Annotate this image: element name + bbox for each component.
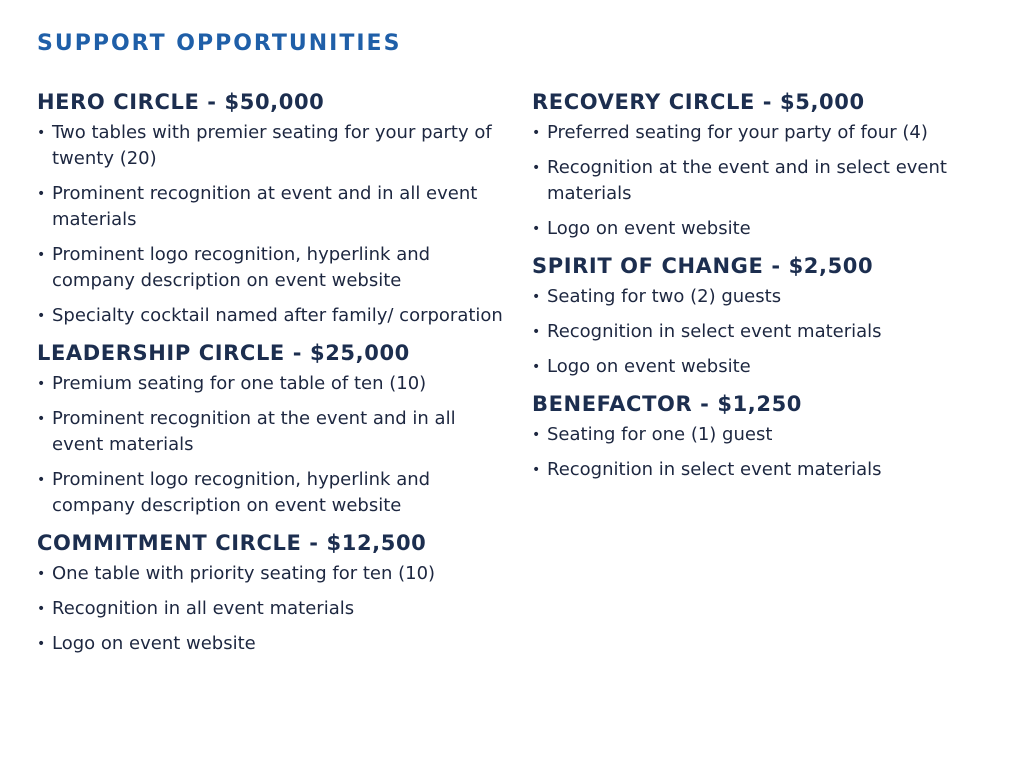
benefit-text: Two tables with premier seating for your party of twenty (20) [52, 122, 492, 169]
benefit-item [37, 120, 512, 172]
benefit-text: Recognition in select event materials [547, 321, 882, 342]
benefit-text: Seating for one (1) guest [547, 424, 773, 445]
bullet-icon: • [37, 247, 46, 263]
tier-hero-circle [37, 87, 512, 329]
tier-heading: SPIRIT OF CHANGE - $2,500 [532, 254, 874, 278]
benefit-list [37, 561, 512, 657]
benefit-item [532, 457, 1012, 483]
bullet-icon: • [37, 308, 46, 324]
benefit-item [37, 406, 512, 458]
bullet-icon: • [532, 462, 541, 478]
benefit-text: Premium seating for one table of ten (10) [52, 373, 427, 394]
benefit-item [37, 371, 512, 397]
tier-commitment-circle [37, 528, 512, 657]
bullet-icon: • [532, 324, 541, 340]
benefit-text: Logo on event website [547, 356, 751, 377]
benefit-list [532, 284, 1012, 380]
tier-heading: HERO CIRCLE - $50,000 [37, 90, 325, 114]
bullet-icon: • [37, 411, 46, 427]
benefit-item [37, 596, 512, 622]
benefit-item [532, 354, 1012, 380]
benefit-item [37, 631, 512, 657]
benefit-text: Prominent logo recognition, hyperlink and company description on event website [52, 244, 431, 291]
benefit-item [37, 181, 512, 233]
benefit-item [37, 303, 512, 329]
benefit-text: Logo on event website [547, 218, 751, 239]
tier-heading: COMMITMENT CIRCLE - $12,500 [37, 531, 427, 555]
benefit-text: Recognition in all event materials [52, 598, 355, 619]
benefit-list [37, 371, 512, 519]
bullet-icon: • [37, 636, 46, 652]
bullet-icon: • [532, 160, 541, 176]
benefit-list [532, 120, 1012, 242]
benefit-item [532, 216, 1012, 242]
tier-spirit-of-change [532, 251, 1012, 380]
benefit-item [532, 155, 1012, 207]
benefit-list [532, 422, 1012, 483]
benefit-text: Recognition in select event materials [547, 459, 882, 480]
benefit-text: Prominent recognition at event and in all event materials [52, 183, 478, 230]
benefit-list [37, 120, 512, 329]
benefit-text: Logo on event website [52, 633, 256, 654]
left-column [37, 87, 512, 666]
tier-recovery-circle [532, 87, 1012, 242]
bullet-icon: • [532, 359, 541, 375]
tier-heading: RECOVERY CIRCLE - $5,000 [532, 90, 865, 114]
bullet-icon: • [532, 289, 541, 305]
page-title: SUPPORT OPPORTUNITIES [37, 31, 402, 56]
benefit-item [532, 284, 1012, 310]
benefit-text: Prominent logo recognition, hyperlink and company description on event website [52, 469, 431, 516]
tier-heading: BENEFACTOR - $1,250 [532, 392, 802, 416]
benefit-item [532, 422, 1012, 448]
right-column [532, 87, 1012, 492]
bullet-icon: • [37, 125, 46, 141]
benefit-text: Specialty cocktail named after family/ corporation [52, 305, 503, 326]
bullet-icon: • [37, 472, 46, 488]
bullet-icon: • [37, 186, 46, 202]
tier-leadership-circle [37, 338, 512, 519]
bullet-icon: • [532, 125, 541, 141]
bullet-icon: • [532, 221, 541, 237]
benefit-item [532, 319, 1012, 345]
tier-benefactor [532, 389, 1012, 483]
benefit-item [37, 467, 512, 519]
tier-heading: LEADERSHIP CIRCLE - $25,000 [37, 341, 410, 365]
benefit-item [37, 242, 512, 294]
benefit-text: One table with priority seating for ten (10) [52, 563, 436, 584]
benefit-text: Seating for two (2) guests [547, 286, 782, 307]
bullet-icon: • [37, 601, 46, 617]
benefit-text: Recognition at the event and in select event materials [547, 157, 947, 204]
benefit-text: Prominent recognition at the event and in all event materials [52, 408, 456, 455]
bullet-icon: • [532, 427, 541, 443]
bullet-icon: • [37, 376, 46, 392]
benefit-item [532, 120, 1012, 146]
benefit-text: Preferred seating for your party of four (4) [547, 122, 928, 143]
bullet-icon: • [37, 566, 46, 582]
benefit-item [37, 561, 512, 587]
